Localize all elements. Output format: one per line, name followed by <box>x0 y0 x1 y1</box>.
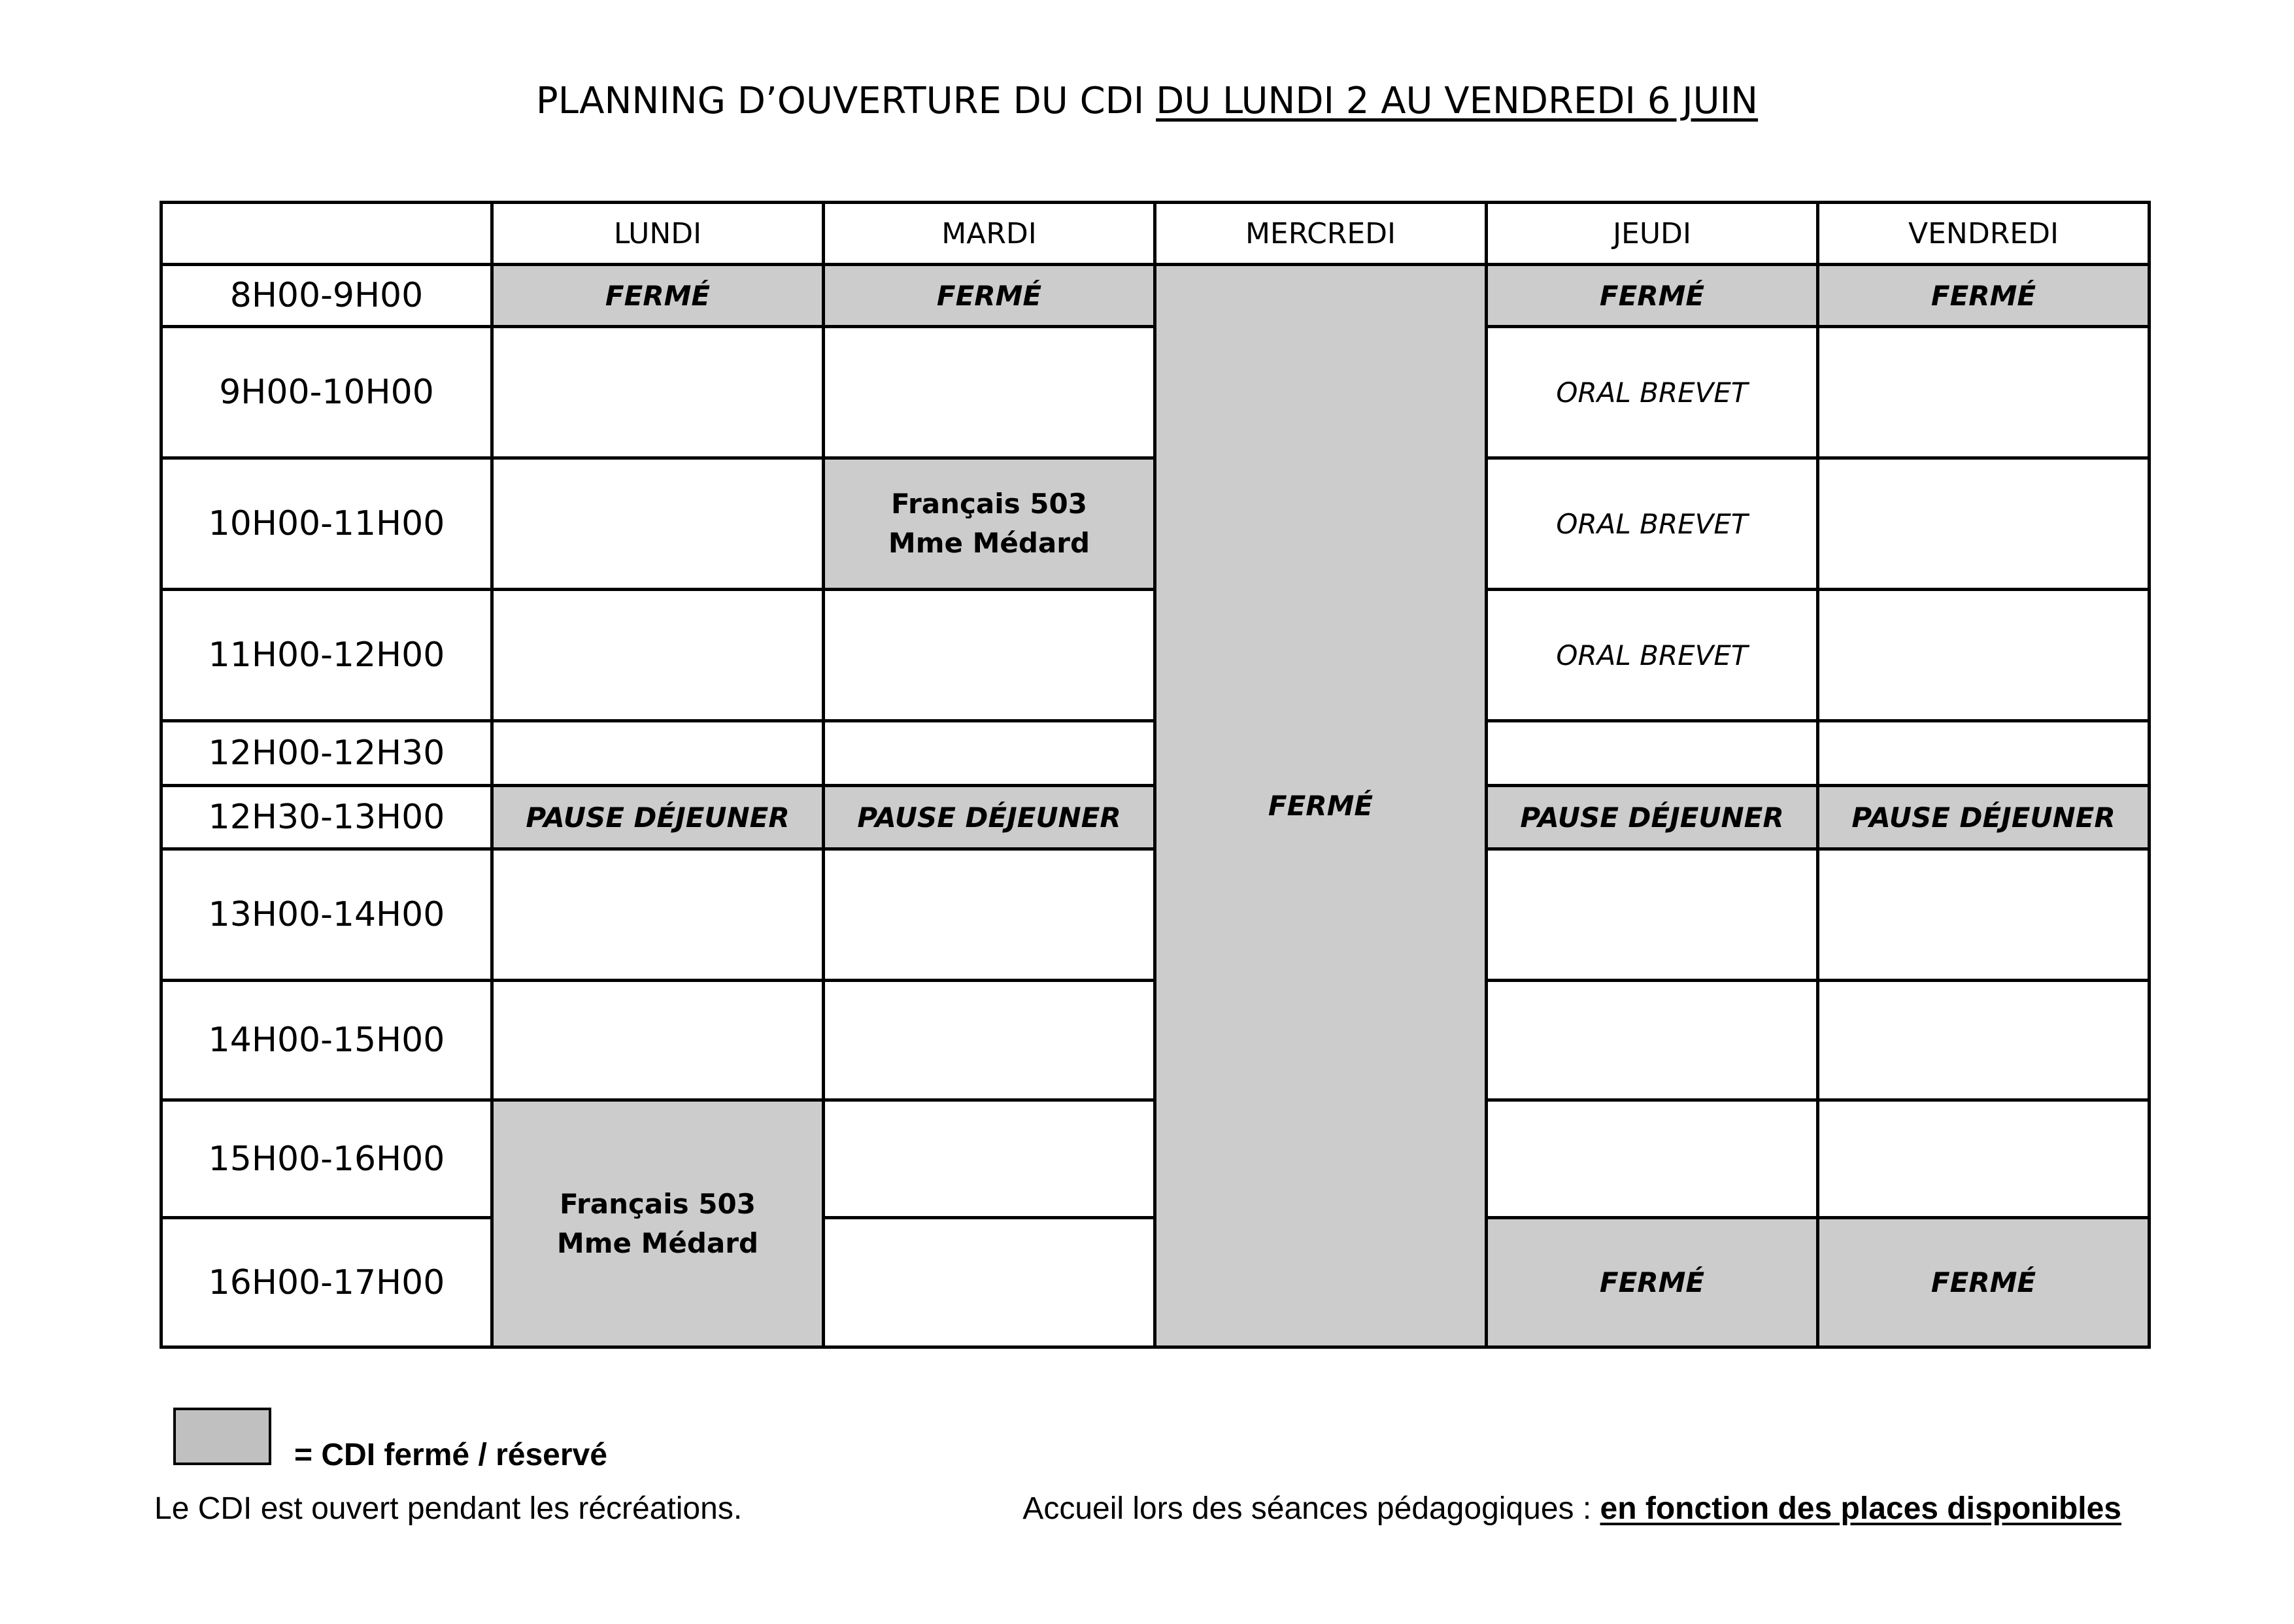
time-slot: 9H00-10H00 <box>161 327 492 458</box>
title-prefix: PLANNING D’OUVERTURE DU CDI <box>535 80 1156 122</box>
open-cell <box>1818 849 2150 981</box>
time-slot: 12H30-13H00 <box>161 786 492 849</box>
page-title <box>0 80 2294 122</box>
open-cell <box>1818 981 2150 1100</box>
day-header-mercredi: MERCREDI <box>1155 203 1487 265</box>
day-header-jeudi: JEUDI <box>1487 203 1818 265</box>
lunch-break-cell: PAUSE DÉJEUNER <box>1818 786 2150 849</box>
open-cell <box>824 721 1155 786</box>
reserved-class-cell <box>492 1100 824 1347</box>
lunch-break-cell: PAUSE DÉJEUNER <box>492 786 824 849</box>
open-cell <box>492 721 824 786</box>
time-slot: 15H00-16H00 <box>161 1100 492 1218</box>
reserved-class-cell <box>824 458 1155 590</box>
class-teacher: Mme Médard <box>556 1226 759 1259</box>
open-cell <box>1487 1100 1818 1218</box>
open-cell <box>1487 981 1818 1100</box>
title-date-range: DU LUNDI 2 AU VENDREDI 6 JUIN <box>1156 80 1759 122</box>
open-cell <box>492 981 824 1100</box>
closed-cell: FERMÉ <box>1487 265 1818 327</box>
legend-swatch <box>173 1408 271 1465</box>
open-cell <box>492 590 824 721</box>
day-header-lundi: LUNDI <box>492 203 824 265</box>
day-header-mardi: MARDI <box>824 203 1155 265</box>
open-cell <box>824 1100 1155 1218</box>
open-cell <box>492 458 824 590</box>
time-slot: 16H00-17H00 <box>161 1218 492 1347</box>
legend-label: = CDI fermé / réservé <box>294 1438 607 1472</box>
closed-cell: FERMÉ <box>492 265 824 327</box>
lunch-break-cell: PAUSE DÉJEUNER <box>824 786 1155 849</box>
closed-cell: FERMÉ <box>1487 1218 1818 1347</box>
class-teacher: Mme Médard <box>888 527 1090 559</box>
closed-cell: FERMÉ <box>1818 265 2150 327</box>
mercredi-closed-cell: FERMÉ <box>1155 265 1487 1347</box>
oral-brevet-cell: ORAL BREVET <box>1487 327 1818 458</box>
class-subject: Français 503 <box>891 488 1087 520</box>
reception-note-emphasis: en fonction des places disponibles <box>1600 1491 2121 1526</box>
open-cell <box>1818 1100 2150 1218</box>
open-cell <box>1818 590 2150 721</box>
reception-note <box>1022 1491 2121 1527</box>
open-cell <box>1487 721 1818 786</box>
open-cell <box>824 590 1155 721</box>
open-cell <box>1487 849 1818 981</box>
recess-note: Le CDI est ouvert pendant les récréations. <box>154 1491 743 1526</box>
open-cell <box>492 849 824 981</box>
open-cell <box>824 981 1155 1100</box>
open-cell <box>1818 458 2150 590</box>
time-slot: 11H00-12H00 <box>161 590 492 721</box>
open-cell <box>492 327 824 458</box>
corner-cell <box>161 203 492 265</box>
table-row <box>161 265 2150 327</box>
closed-cell: FERMÉ <box>1818 1218 2150 1347</box>
class-subject: Français 503 <box>560 1187 756 1220</box>
closed-cell: FERMÉ <box>824 265 1155 327</box>
open-cell <box>824 327 1155 458</box>
time-slot: 10H00-11H00 <box>161 458 492 590</box>
oral-brevet-cell: ORAL BREVET <box>1487 458 1818 590</box>
time-slot: 13H00-14H00 <box>161 849 492 981</box>
open-cell <box>824 1218 1155 1347</box>
reception-note-prefix: Accueil lors des séances pédagogiques : <box>1022 1491 1600 1526</box>
open-cell <box>824 849 1155 981</box>
header-row <box>161 203 2150 265</box>
schedule-table <box>160 201 2151 1349</box>
time-slot: 12H00-12H30 <box>161 721 492 786</box>
day-header-vendredi: VENDREDI <box>1818 203 2150 265</box>
lunch-break-cell: PAUSE DÉJEUNER <box>1487 786 1818 849</box>
time-slot: 8H00-9H00 <box>161 265 492 327</box>
open-cell <box>1818 327 2150 458</box>
open-cell <box>1818 721 2150 786</box>
time-slot: 14H00-15H00 <box>161 981 492 1100</box>
oral-brevet-cell: ORAL BREVET <box>1487 590 1818 721</box>
